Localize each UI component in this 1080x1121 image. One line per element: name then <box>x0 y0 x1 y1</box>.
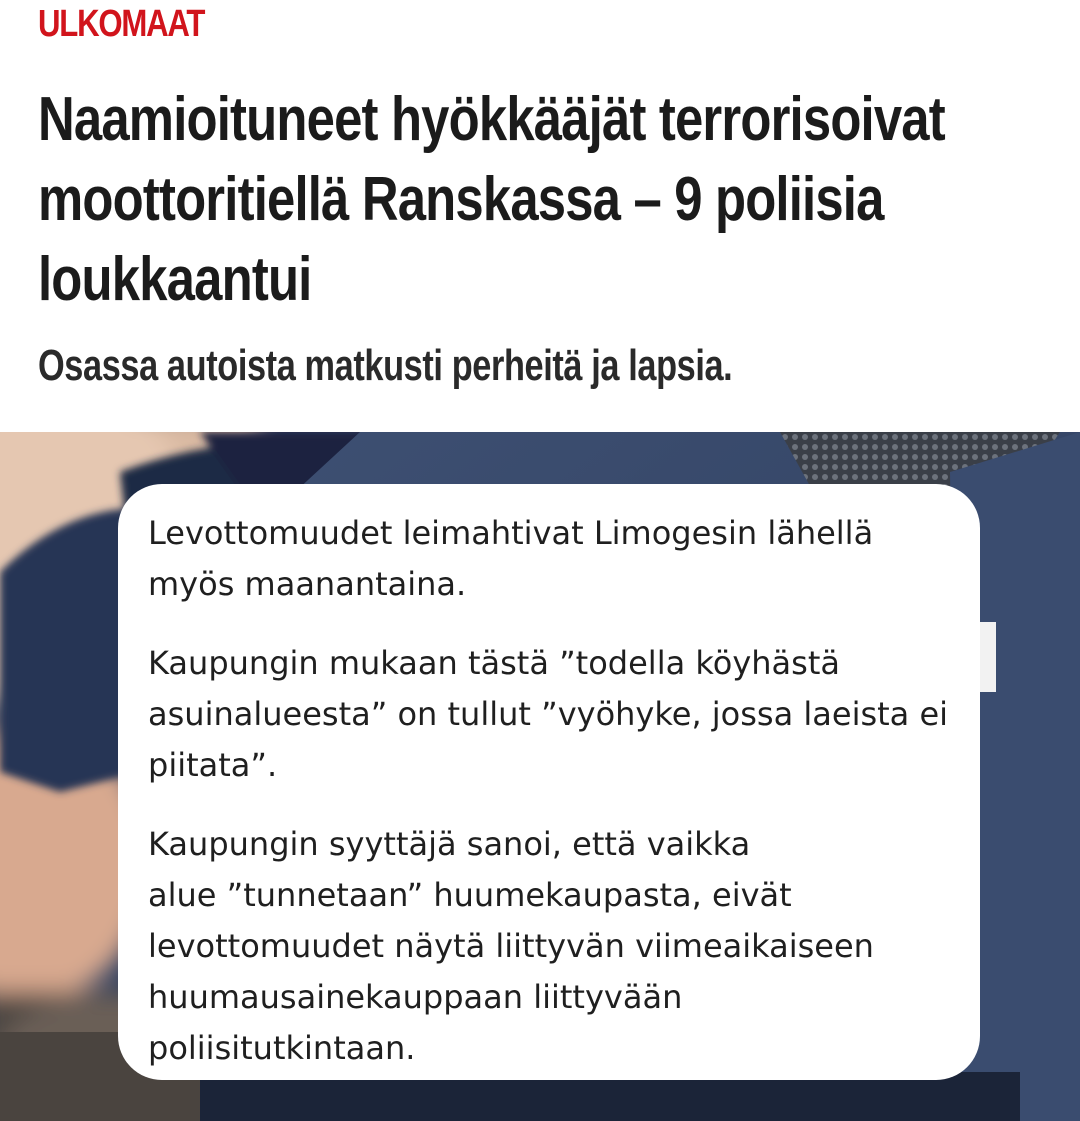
quote-line: alue ”tunnetaan” huumekaupasta, eivät <box>148 876 792 914</box>
article-header <box>0 0 1080 432</box>
headline-line: moottoritiellä Ranskassa – 9 poliisia <box>38 165 884 234</box>
quote-line: levottomuudet näytä liittyvän viimeaikaiseen <box>148 927 874 965</box>
quote-paragraph <box>148 819 954 1074</box>
quote-paragraph <box>148 638 954 791</box>
quote-line: Levottomuudet leimahtivat Limogesin lähellä <box>148 514 874 552</box>
quote-line: myös maanantaina. <box>148 565 467 603</box>
headline-line: loukkaantui <box>38 245 312 314</box>
quote-line: huumausainekauppaan liittyvään <box>148 978 683 1016</box>
quote-line: Kaupungin syyttäjä sanoi, että vaikka <box>148 825 751 863</box>
article-headline[interactable] <box>38 80 1022 320</box>
quote-line: Kaupungin mukaan tästä ”todella köyhästä <box>148 644 840 682</box>
article-lede: Osassa autoista matkusti perheitä ja lapsia. <box>38 341 733 390</box>
quote-paragraph <box>148 508 954 610</box>
quote-card <box>118 484 980 1080</box>
section-tag[interactable]: ULKOMAAT <box>38 3 205 45</box>
headline-line: Naamioituneet hyökkääjät terrorisoivat <box>38 85 945 154</box>
quote-line: poliisitutkintaan. <box>148 1029 416 1067</box>
quote-line: asuinalueesta” on tullut ”vyöhyke, jossa laeista ei <box>148 695 949 733</box>
quote-line: piitata”. <box>148 746 278 784</box>
